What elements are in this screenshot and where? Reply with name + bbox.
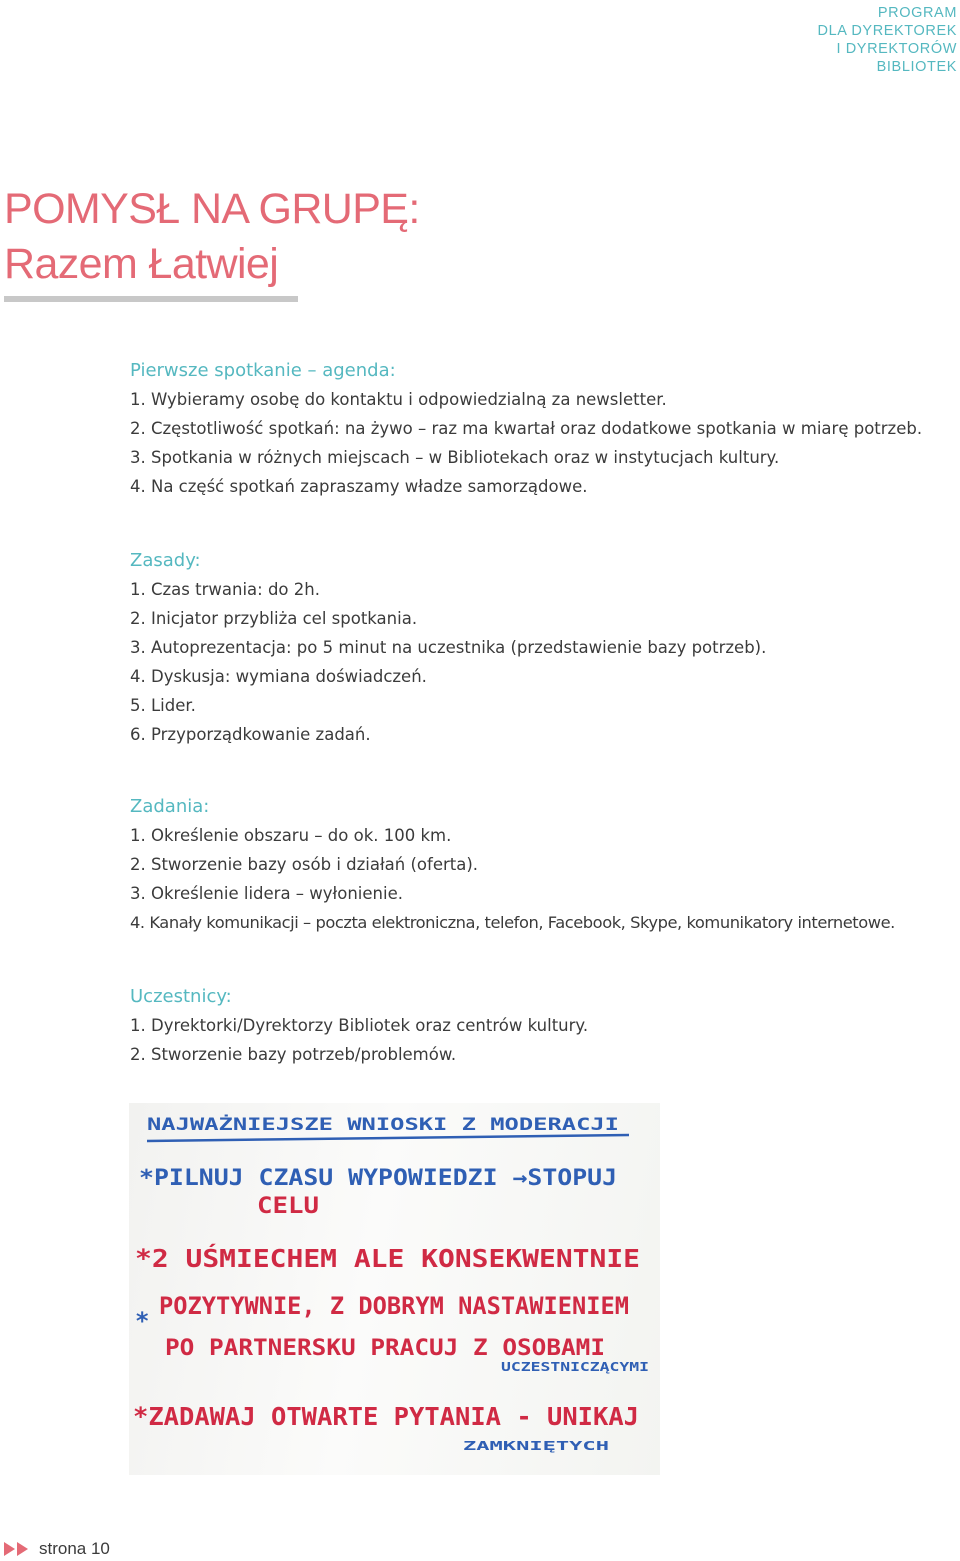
title-line-1: POMYSŁ NA GRUPĘ:: [4, 185, 420, 233]
section-heading: Zasady:: [130, 550, 201, 571]
list-item: 3. Określenie lidera – wyłonienie.: [130, 884, 403, 903]
list-item: 1. Czas trwania: do 2h.: [130, 580, 320, 599]
list-item: 3. Spotkania w różnych miejscach – w Bibliotekach oraz w instytucjach kultury.: [130, 448, 780, 467]
section-agenda: [130, 356, 922, 501]
whiteboard-line: CELU: [257, 1194, 319, 1219]
whiteboard-line: PO PARTNERSKU PRACUJ Z OSOBAMI: [165, 1336, 605, 1361]
program-line: BIBLIOTEK: [876, 59, 957, 75]
whiteboard-line: *ZADAWAJ OTWARTE PYTANIA - UNIKAJ: [133, 1402, 639, 1431]
program-line: DLA DYREKTOREK: [817, 23, 957, 39]
whiteboard-line: NAJWAŻNIEJSZE WNIOSKI Z MODERACJI: [147, 1115, 485, 1135]
program-label: [818, 4, 957, 76]
section-rules: [130, 546, 766, 749]
whiteboard-line: *PILNUJ CZASU WYPOWIEDZI →STOPUJ: [139, 1166, 617, 1191]
page-footer: [4, 1537, 110, 1561]
double-chevron-icon: [4, 1541, 30, 1557]
whiteboard-line: UCZESTNICZĄCYMI: [501, 1360, 649, 1374]
list-item: 1. Dyrektorki/Dyrektorzy Bibliotek oraz centrów kultury.: [130, 1016, 589, 1035]
program-line: I DYREKTORÓW: [836, 41, 957, 57]
list-item: 2. Inicjator przybliża cel spotkania.: [130, 609, 418, 628]
list-item: 2. Stworzenie bazy potrzeb/problemów.: [130, 1045, 457, 1064]
whiteboard-line: ZAMKNIĘTYCH: [463, 1439, 609, 1453]
program-line: PROGRAM: [877, 5, 957, 21]
whiteboard-line: *: [135, 1307, 150, 1335]
list-item: 2. Stworzenie bazy osób i działań (oferta).: [130, 855, 479, 874]
list-item: 5. Lider.: [130, 696, 196, 715]
section-heading: Uczestnicy:: [130, 986, 232, 1007]
list-item: 6. Przyporządkowanie zadań.: [130, 725, 371, 744]
list-item: 3. Autoprezentacja: po 5 minut na uczestnika (przedstawienie bazy potrzeb).: [130, 638, 767, 657]
page-title: [4, 182, 420, 292]
list-item: 4. Kanały komunikacji – poczta elektroniczna, telefon, Facebook, Skype, komunikatory internetowe.: [130, 913, 895, 932]
list-item: 4. Dyskusja: wymiana doświadczeń.: [130, 667, 427, 686]
whiteboard-photo: [129, 1103, 660, 1475]
section-tasks: [130, 792, 895, 937]
section-participants: [130, 982, 588, 1069]
section-heading: Zadania:: [130, 796, 210, 817]
list-item: 1. Określenie obszaru – do ok. 100 km.: [130, 826, 452, 845]
title-underline: [4, 296, 298, 302]
underline-stroke: [147, 1135, 629, 1141]
section-heading: Pierwsze spotkanie – agenda:: [130, 360, 396, 381]
list-item: 2. Częstotliwość spotkań: na żywo – raz ma kwartał oraz dodatkowe spotkania w miarę potrzeb.: [130, 419, 923, 438]
list-item: 1. Wybieramy osobę do kontaktu i odpowiedzialną za newsletter.: [130, 390, 667, 409]
whiteboard-line: POZYTYWNIE, Z DOBRYM NASTAWIENIEM: [159, 1292, 629, 1320]
page-number: strona 10: [39, 1539, 110, 1558]
whiteboard-line: *2 UŚMIECHEM ALE KONSEKWENTNIE: [135, 1244, 587, 1273]
list-item: 4. Na część spotkań zapraszamy władze samorządowe.: [130, 477, 588, 496]
title-line-2: Razem Łatwiej: [4, 240, 279, 288]
